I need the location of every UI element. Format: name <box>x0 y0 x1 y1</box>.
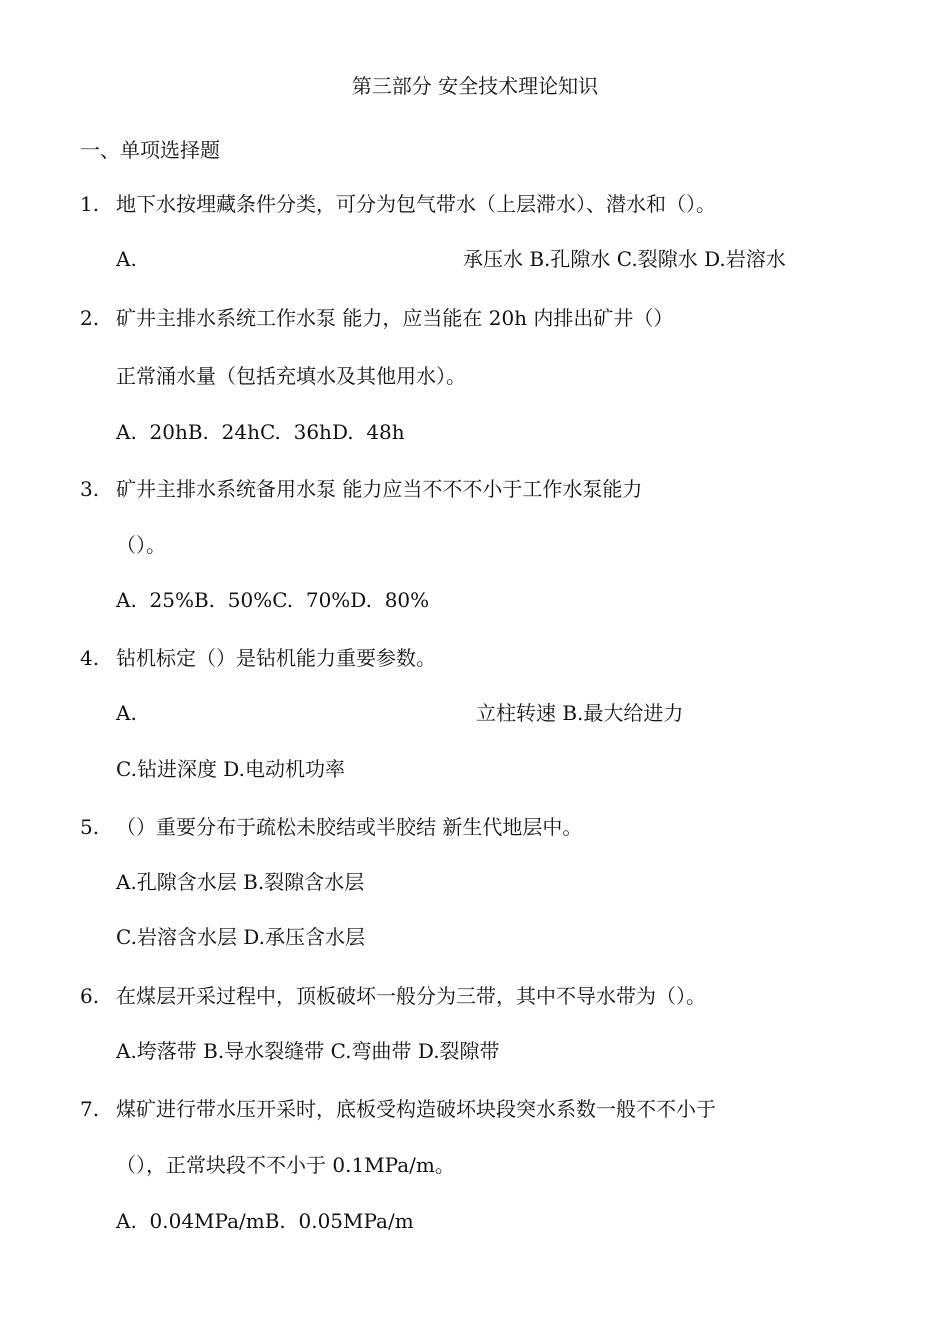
question-stem: 在煤层开采过程中，顶板破坏一般分为三带，其中不导水带为（）。 <box>116 984 706 1008</box>
question-number: 7. <box>80 1097 100 1121</box>
option-line: A.垮落带 B.导水裂缝带 C.弯曲带 D.裂隙带 <box>116 1039 500 1063</box>
option-text: 承压水 B.孔隙水 C.裂隙水 D.岩溶水 <box>463 247 786 271</box>
question-number: 1. <box>80 192 100 216</box>
page-title: 第三部分 安全技术理论知识 <box>351 74 599 98</box>
question-stem: 矿井主排水系统备用水泵 能力应当不不不小于工作水泵能力 <box>116 477 643 501</box>
option-label: A. <box>116 247 137 271</box>
question-number: 4. <box>80 646 100 670</box>
option-line: A.孔隙含水层 B.裂隙含水层 <box>116 870 365 894</box>
option-line: C.钻进深度 D.电动机功率 <box>116 757 345 781</box>
question-stem: 煤矿进行带水压开采时，底板受构造破坏块段突水系数一般不不小于 <box>116 1097 716 1121</box>
question-number: 2. <box>80 306 100 330</box>
question-stem: 矿井主排水系统工作水泵 能力，应当能在 20h 内排出矿井（） <box>116 306 674 330</box>
question-stem-continued: （），正常块段不不小于 0.1MPa/m。 <box>116 1153 455 1177</box>
option-line: A. 20hB. 24hC. 36hD. 48h <box>116 420 405 444</box>
option-label: A. <box>116 701 137 725</box>
question-stem-continued: 正常涌水量（包括充填水及其他用水）。 <box>116 364 466 388</box>
option-line: A. 25%B. 50%C. 70%D. 80% <box>116 588 430 612</box>
question-number: 3. <box>80 477 100 501</box>
option-line: C.岩溶含水层 D.承压含水层 <box>116 925 365 949</box>
question-number: 6. <box>80 984 100 1008</box>
question-stem: 钻机标定（）是钻机能力重要参数。 <box>116 646 436 670</box>
option-text: 立柱转速 B.最大给进力 <box>476 701 684 725</box>
question-stem: 地下水按埋藏条件分类，可分为包气带水（上层滞水）、潜水和（）。 <box>116 192 716 216</box>
question-stem: （）重要分布于疏松未胶结或半胶结 新生代地层中。 <box>116 815 583 839</box>
question-number: 5. <box>80 815 100 839</box>
question-stem-continued: （）。 <box>116 533 166 557</box>
option-line: A. 0.04MPa/mB. 0.05MPa/m <box>116 1209 414 1233</box>
section-heading: 一、单项选择题 <box>80 138 220 162</box>
